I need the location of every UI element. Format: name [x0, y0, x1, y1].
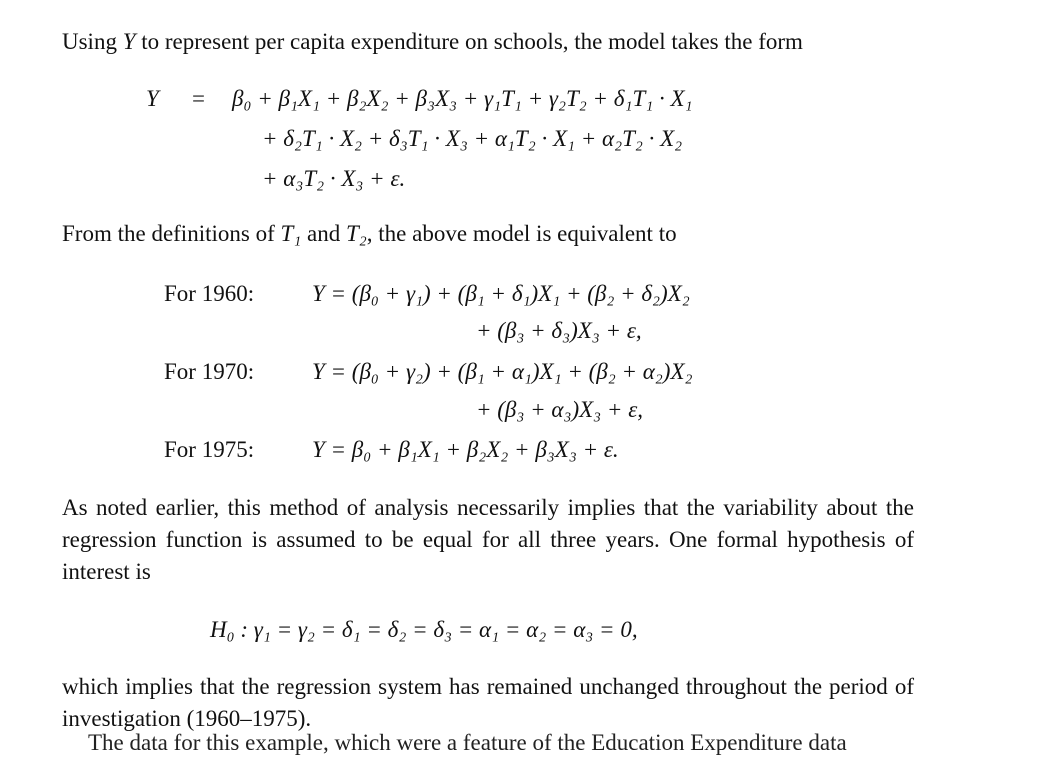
- null-hypothesis: H₀ : γ₁ = γ₂ = δ₁ = δ₂ = δ₃ = α₁ = α₂ = α₃ = 0,: [210, 617, 638, 642]
- closing-paragraph: which implies that the regression system has remained unchanged throughout the period of investigation (1960–1975).: [62, 674, 914, 731]
- definitions-text-and: and: [301, 221, 346, 246]
- model-line-2: + δ₂T₁ · X₂ + δ₃T₁ · X₃ + α₁T₂ · X₁ + α₂T₂ · X₂: [262, 126, 683, 151]
- case-equation-line-2: + (β₃ + α₃)X₃ + ε,: [476, 397, 644, 422]
- intro-paragraph: [62, 26, 914, 58]
- model-line-1: β₀ + β₁X₁ + β₂X₂ + β₃X₃ + γ₁T₁ + γ₂T₂ + δ₁T₁ · X₁: [232, 86, 693, 111]
- case-label: For 1960:: [164, 281, 255, 306]
- case-equation-line-1: Y = β₀ + β₁X₁ + β₂X₂ + β₃X₃ + ε.: [312, 437, 619, 462]
- intro-var-y: Y: [122, 29, 136, 54]
- case-label: For 1970:: [164, 359, 255, 384]
- case-equation-line-1: Y = (β₀ + γ₁) + (β₁ + δ₁)X₁ + (β₂ + δ₂)X₂: [312, 281, 690, 306]
- intro-text-pre: Using: [62, 29, 123, 54]
- cut-off-line: The data for this example, which were a feature of the Education Expenditure data: [88, 730, 847, 755]
- definitions-paragraph: [62, 218, 914, 250]
- model-lhs: Y: [146, 86, 159, 111]
- definitions-text-pre: From the definitions of: [62, 221, 281, 246]
- case-equation-line-2: + (β₃ + δ₃)X₃ + ε,: [476, 318, 642, 343]
- case-equation-line-1: Y = (β₀ + γ₂) + (β₁ + α₁)X₁ + (β₂ + α₂)X₂: [312, 359, 693, 384]
- model-line-3: + α₃T₂ · X₃ + ε.: [262, 166, 406, 191]
- intro-text-post: to represent per capita expenditure on schools, the model takes the form: [135, 29, 803, 54]
- definitions-t2: T₂: [346, 221, 367, 246]
- noted-paragraph: As noted earlier, this method of analysis necessarily implies that the variability about the regression function is assumed to be equal for all three years. One formal hypothesis of interest is: [62, 495, 914, 584]
- definitions-t1: T₁: [280, 221, 302, 246]
- model-equals: =: [192, 86, 205, 111]
- case-label: For 1975:: [164, 437, 255, 462]
- definitions-text-post: , the above model is equivalent to: [366, 221, 677, 246]
